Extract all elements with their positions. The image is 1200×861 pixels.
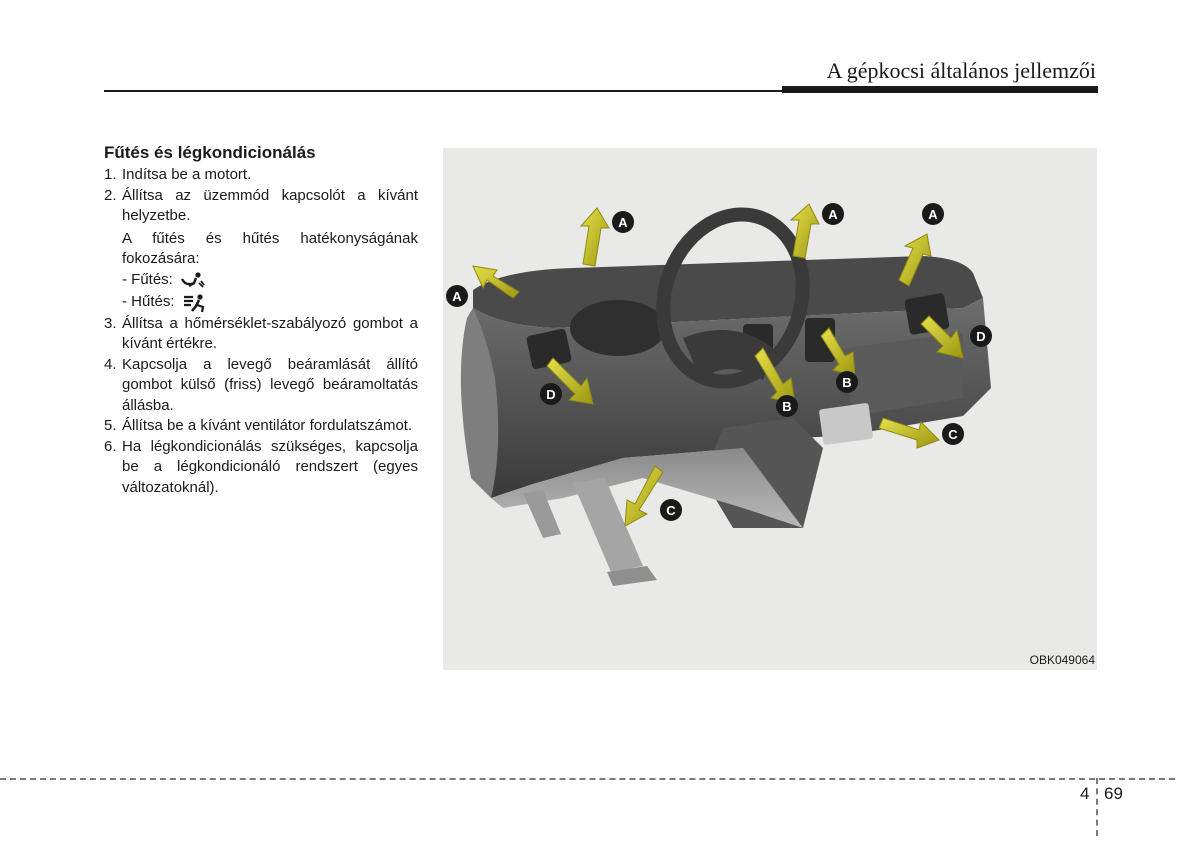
step-3	[104, 314, 418, 355]
label-a-1	[612, 211, 634, 233]
cooling-label: - Hűtés:	[122, 293, 175, 311]
svg-text:A: A	[928, 207, 938, 222]
label-c-1	[942, 423, 964, 445]
label-c-2	[660, 499, 682, 521]
steps-list	[104, 165, 418, 498]
heating-label: - Fűtés:	[122, 271, 173, 289]
header-rule	[104, 90, 784, 92]
header-rule-bold	[782, 86, 1098, 93]
step-1	[104, 165, 418, 186]
step-number: 4.	[104, 355, 117, 373]
step-text: Állítsa a hőmérséklet-szabályozó gombot a kívánt értékre.	[122, 314, 418, 352]
svg-text:A: A	[828, 207, 838, 222]
svg-text:D: D	[546, 387, 556, 402]
page-number: 69	[1104, 784, 1123, 803]
svg-text:B: B	[842, 375, 852, 390]
face-cooling-mode-icon	[181, 293, 207, 313]
step-number: 3.	[104, 314, 117, 332]
step-number: 2.	[104, 186, 117, 204]
step-text: Állítsa az üzemmód kapcsolót a kívánt helyzetbe.	[122, 186, 418, 224]
label-a-4	[446, 285, 468, 307]
instrument-cluster	[570, 300, 666, 356]
step-6	[104, 437, 418, 499]
section-title: Fűtés és légkondicionálás	[104, 143, 316, 162]
chapter-number: 4	[1080, 784, 1090, 803]
label-b-1	[776, 395, 798, 417]
step-5	[104, 416, 418, 437]
step-text: Állítsa be a kívánt ventilátor fordulatszámot.	[122, 417, 413, 434]
arrow-a-center-up	[791, 204, 819, 258]
step-4	[104, 355, 418, 417]
label-a-2	[822, 203, 844, 225]
footer-divider	[0, 778, 1175, 780]
svg-text:D: D	[976, 329, 986, 344]
step-text: Ha légkondicionálás szükséges, kapcsolja be a légkondicionáló rendszert (egyes változatoknál).	[122, 437, 418, 496]
step-number: 5.	[104, 417, 117, 434]
cooling-mode-row	[122, 292, 418, 314]
pedal-brake	[573, 478, 643, 572]
svg-text:C: C	[948, 427, 958, 442]
label-d-2	[970, 325, 992, 347]
dashboard-scene	[443, 148, 1097, 670]
center-display	[819, 403, 874, 446]
step-note: A fűtés és hűtés hatékonyságának fokozására:	[122, 229, 418, 267]
label-d-1	[540, 383, 562, 405]
running-header: A gépkocsi általános jellemzői	[826, 58, 1096, 83]
label-a-3	[922, 203, 944, 225]
floor-heating-mode-icon	[179, 271, 205, 291]
svg-text:B: B	[782, 399, 792, 414]
main-text	[104, 142, 418, 498]
dashboard-vents-illustration	[443, 148, 1097, 670]
step-2	[104, 186, 418, 314]
svg-text:A: A	[618, 215, 628, 230]
footer-page-divider	[1096, 778, 1098, 836]
step-text: Kapcsolja a levegő beáramlását állító gombot külső (friss) levegő beáramoltatás állásba.	[122, 355, 418, 414]
svg-text:A: A	[452, 289, 462, 304]
label-b-2	[836, 371, 858, 393]
heating-mode-row	[122, 270, 418, 292]
step-number: 6.	[104, 437, 117, 455]
step-number: 1.	[104, 166, 117, 183]
figure-code: OBK049064	[1029, 653, 1095, 667]
svg-text:C: C	[666, 503, 676, 518]
step-text: Indítsa be a motort.	[122, 166, 252, 183]
arrow-a-left-up	[581, 208, 609, 266]
